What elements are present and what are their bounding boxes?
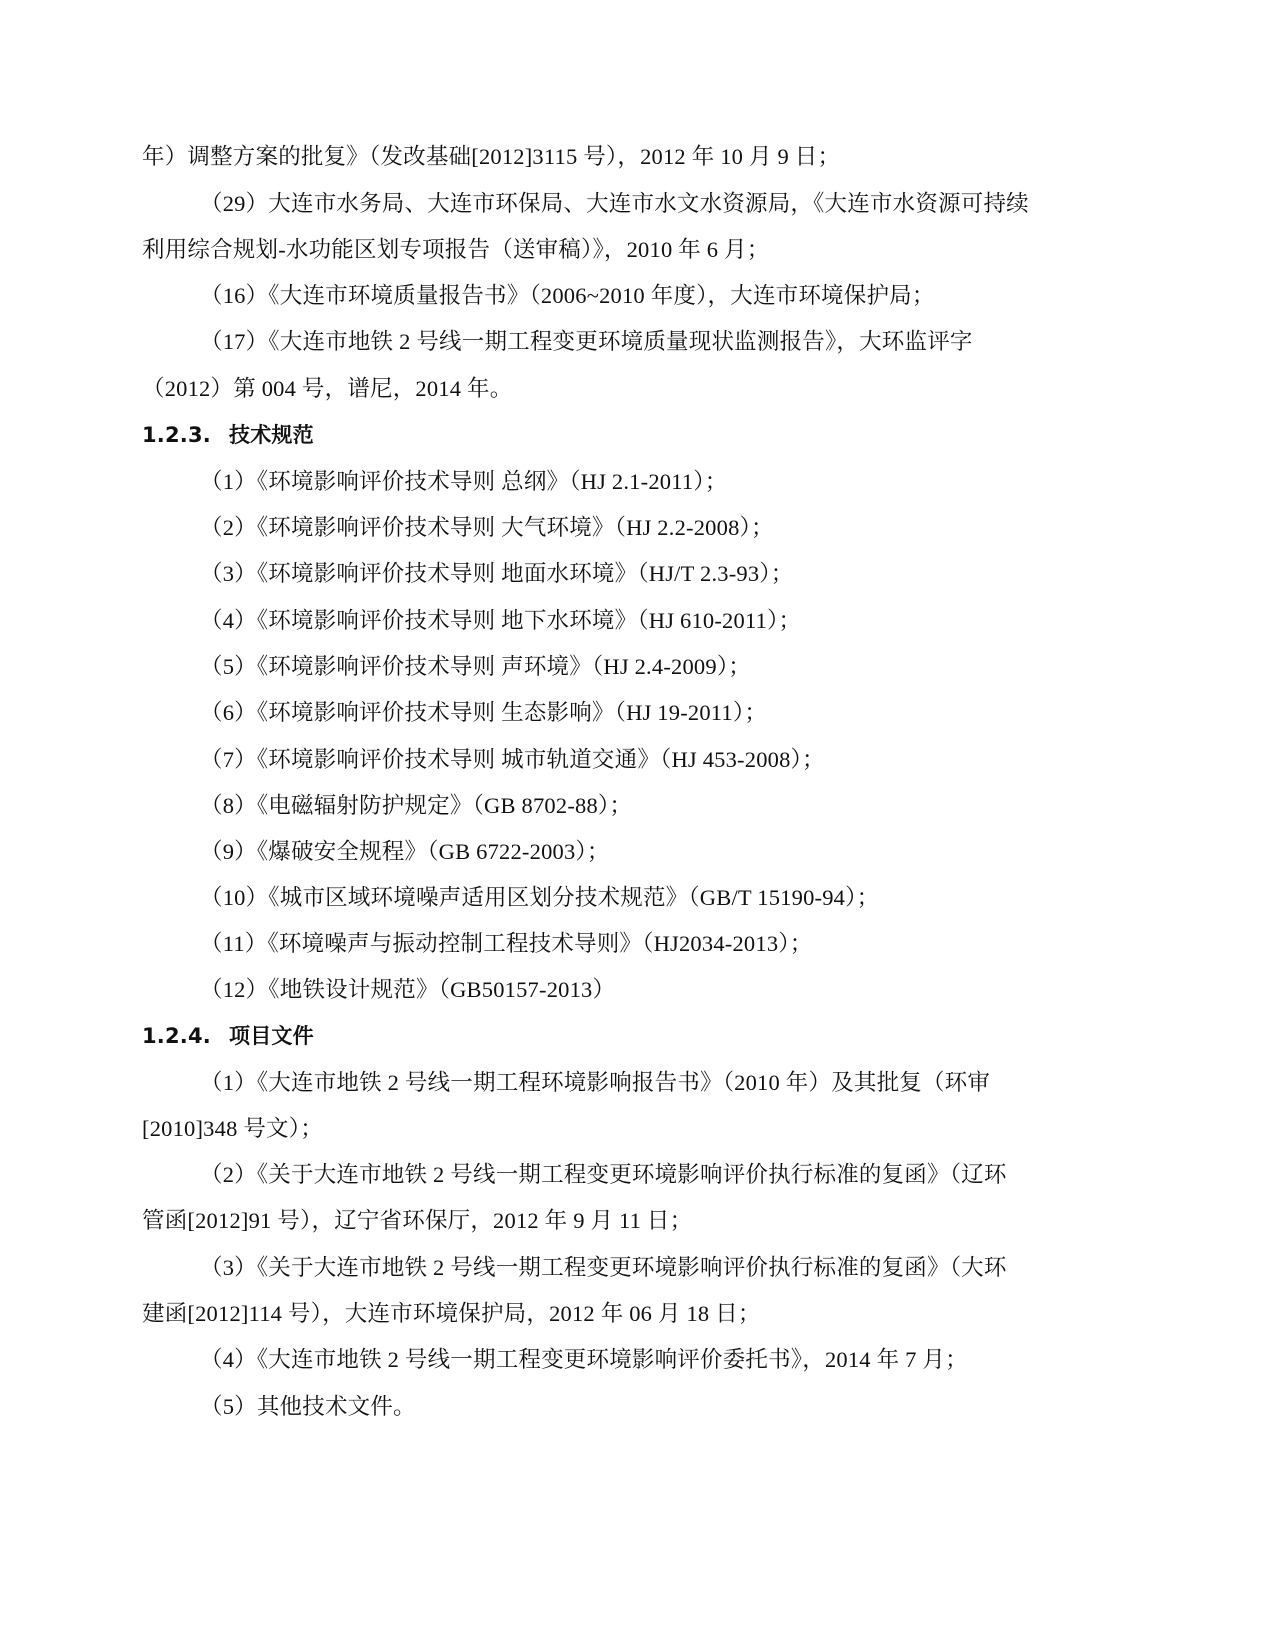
list-item: （3）《关于大连市地铁 2 号线一期工程变更环境影响评价执行标准的复函》（大环: [200, 1255, 1007, 1280]
section-title: 项目文件: [229, 1024, 314, 1048]
reference-line: （2012）第 004 号，谱尼，2014 年。: [142, 376, 513, 401]
list-item: （4）《环境影响评价技术导则 地下水环境》（HJ 610-2011）；: [200, 608, 802, 633]
list-item: [2010]348 号文）；: [142, 1116, 323, 1141]
list-item: （1）《大连市地铁 2 号线一期工程环境影响报告书》（2010 年）及其批复（环审: [200, 1070, 991, 1095]
reference-line: 年）调整方案的批复》（发改基础[2012]3115 号），2012 年 10 月 9 日；: [142, 144, 841, 169]
list-item: （5）其他技术文件。: [200, 1394, 416, 1419]
list-item: （5）《环境影响评价技术导则 声环境》（HJ 2.4-2009）；: [200, 654, 751, 679]
reference-line: （29）大连市水务局、大连市环保局、大连市水文水资源局，《大连市水资源可持续: [200, 191, 1029, 216]
list-item: （7）《环境影响评价技术导则 城市轨道交通》（HJ 453-2008）；: [200, 747, 825, 772]
list-item: （11）《环境噪声与振动控制工程技术导则》（HJ2034-2013）；: [200, 931, 813, 956]
list-item: （12）《地铁设计规范》（GB50157-2013）: [200, 977, 616, 1002]
list-item: 管函[2012]91 号），辽宁省环保厅，2012 年 9 月 11 日；: [142, 1208, 693, 1233]
reference-line: 利用综合规划-水功能区划专项报告（送审稿）》，2010 年 6 月；: [142, 237, 770, 262]
list-item: （10）《城市区域环境噪声适用区划分技术规范》（GB/T 15190-94）；: [200, 885, 880, 910]
section-number: 1.2.3.: [142, 423, 211, 447]
list-item: （6）《环境影响评价技术导则 生态影响》（HJ 19-2011）；: [200, 700, 768, 725]
section-heading: [142, 1013, 1125, 1059]
list-item: （9）《爆破安全规程》（GB 6722-2003）；: [200, 839, 610, 864]
section-number: 1.2.4.: [142, 1024, 211, 1048]
list-item: （3）《环境影响评价技术导则 地面水环境》（HJ/T 2.3-93）；: [200, 561, 794, 586]
reference-line: （16）《大连市环境质量报告书》（2006~2010 年度），大连市环境保护局；: [200, 283, 935, 308]
list-item: （4）《大连市地铁 2 号线一期工程变更环境影响评价委托书》，2014 年 7 月；: [200, 1347, 968, 1372]
list-item: （1）《环境影响评价技术导则 总纲》（HJ 2.1-2011）；: [200, 469, 728, 494]
list-item: （2）《关于大连市地铁 2 号线一期工程变更环境影响评价执行标准的复函》（辽环: [200, 1162, 1007, 1187]
section-title: 技术规范: [229, 423, 314, 447]
list-item: （2）《环境影响评价技术导则 大气环境》（HJ 2.2-2008）；: [200, 515, 774, 540]
section-heading: [142, 412, 1125, 458]
list-item: （8）《电磁辐射防护规定》（GB 8702-88）；: [200, 793, 633, 818]
reference-line: （17）《大连市地铁 2 号线一期工程变更环境质量现状监测报告》，大环监评字: [200, 329, 973, 354]
list-item: 建函[2012]114 号），大连市环境保护局，2012 年 06 月 18 日；: [142, 1301, 761, 1326]
